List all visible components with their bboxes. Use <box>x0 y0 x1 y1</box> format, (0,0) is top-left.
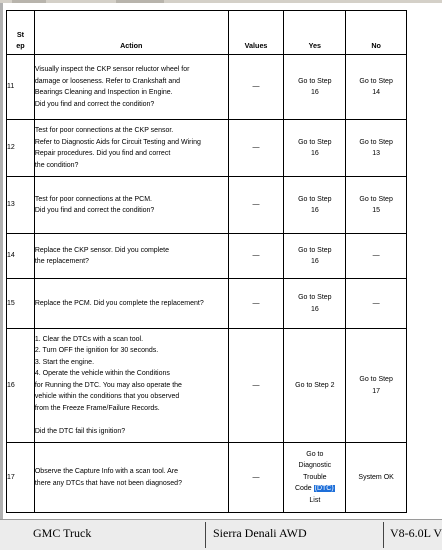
action-line: Repair procedures. Did you find and correct <box>34 150 171 157</box>
header-yes: Yes <box>284 11 346 55</box>
no-cell <box>346 177 407 234</box>
action-line: Did the DTC fail this ignition? <box>34 427 126 435</box>
step-number: 13 <box>7 177 35 234</box>
action-line: the replacement? <box>34 258 89 265</box>
table-row <box>7 234 407 279</box>
footer-model: Sierra Denali AWD <box>213 526 307 540</box>
yes-cell <box>284 234 346 279</box>
goto-link[interactable]: Code (DTC) <box>294 485 334 493</box>
action-line <box>35 414 228 426</box>
page-left-edge <box>0 3 3 519</box>
goto-link[interactable]: Go to Step <box>298 294 332 301</box>
table-row <box>7 55 407 120</box>
action-line: 4. Operate the vehicle within the Conditions <box>34 370 170 378</box>
action-line: 3. Start the engine. <box>34 358 95 366</box>
footer-divider <box>205 522 206 548</box>
goto-link[interactable]: 16 <box>310 258 319 265</box>
step-number: 14 <box>7 234 35 279</box>
header-action: Action <box>34 11 228 55</box>
action-line: Did you find and correct the condition? <box>34 207 155 214</box>
header-values: Values <box>228 11 284 55</box>
action-line: Visually inspect the CKP sensor reluctor wheel for <box>34 66 190 73</box>
action-line: for Running the DTC. You may also operate the <box>34 381 182 389</box>
action-line: vehicle within the conditions that you observed <box>34 393 180 401</box>
footer-engine: V8-6.0L V <box>390 526 442 540</box>
goto-link[interactable]: 15 <box>372 207 381 214</box>
values-cell: — <box>228 329 284 443</box>
goto-link[interactable]: 17 <box>372 387 381 395</box>
goto-link[interactable]: Go to Step <box>359 138 393 146</box>
no-cell <box>346 120 407 177</box>
diagnostic-table <box>6 10 407 513</box>
dtc-highlight[interactable]: (DTC) <box>314 485 334 493</box>
action-line: Test for poor connections at the CKP sensor. <box>34 127 174 134</box>
no-cell <box>346 279 407 329</box>
goto-link[interactable]: 13 <box>372 150 381 157</box>
action-line: 1. Clear the DTCs with a scan tool. <box>34 335 144 343</box>
action-line: Replace the PCM. Did you complete the replacement? <box>34 299 204 307</box>
goto-link[interactable]: Go to Step <box>298 77 332 85</box>
yes-cell <box>284 443 346 513</box>
table-row <box>7 443 407 513</box>
goto-link[interactable]: 14 <box>372 89 381 96</box>
action-cell <box>34 443 228 513</box>
action-line: from the Freeze Frame/Failure Records. <box>34 404 160 412</box>
goto-link[interactable]: Go to Step <box>359 77 393 85</box>
goto-link[interactable]: 16 <box>310 305 319 313</box>
yes-cell <box>284 177 346 234</box>
table-row <box>7 177 407 234</box>
goto-link[interactable]: 16 <box>310 89 319 96</box>
goto-link[interactable]: Go to Step <box>298 246 332 254</box>
no-cell <box>346 55 407 120</box>
values-cell: — <box>228 279 284 329</box>
footer-make: GMC Truck <box>33 526 92 540</box>
action-line: Refer to Diagnostic Aids for Circuit Testing and Wiring <box>34 138 201 146</box>
action-line: damage or looseness. Refer to Crankshaft and <box>34 77 180 85</box>
table-row <box>7 120 407 177</box>
action-line: 2. Turn OFF the ignition for 30 seconds. <box>34 347 159 355</box>
header-step-l1: St <box>16 30 25 39</box>
no-cell <box>346 329 407 443</box>
goto-link[interactable]: Go to Step 2 <box>295 381 335 389</box>
action-cell <box>34 329 228 443</box>
table-header-row <box>7 11 407 55</box>
action-line: Did you find and correct the condition? <box>34 100 155 108</box>
goto-link[interactable]: Go to Step <box>298 195 332 203</box>
goto-link[interactable]: Go to Step <box>298 138 332 146</box>
action-line: Test for poor connections at the PCM. <box>34 195 152 203</box>
values-cell: — <box>228 443 284 513</box>
action-cell <box>34 279 228 329</box>
table-body <box>7 55 407 513</box>
action-line: Replace the CKP sensor. Did you complete <box>34 246 169 254</box>
goto-link[interactable]: Go to <box>306 450 324 458</box>
values-cell: — <box>228 120 284 177</box>
step-number: 11 <box>7 55 35 120</box>
action-cell <box>34 234 228 279</box>
yes-cell <box>284 279 346 329</box>
goto-link[interactable]: Go to Step <box>359 376 393 383</box>
action-line: Observe the Capture Info with a scan tool. Are <box>34 468 179 475</box>
goto-link[interactable]: 16 <box>310 150 319 157</box>
yes-cell <box>284 55 346 120</box>
table-row <box>7 329 407 443</box>
action-line: there any DTCs that have not been diagnosed? <box>34 479 182 487</box>
goto-link[interactable]: Diagnostic <box>298 462 332 470</box>
no-text: — <box>372 252 380 260</box>
values-cell: — <box>228 177 284 234</box>
yes-cell <box>284 329 346 443</box>
no-text: — <box>372 299 380 307</box>
goto-link[interactable]: 16 <box>310 207 319 214</box>
action-line: Bearings Cleaning and Inspection in Engine. <box>34 89 173 96</box>
action-line: the condition? <box>34 161 79 169</box>
goto-link[interactable]: List <box>309 496 321 504</box>
action-cell <box>34 55 228 120</box>
yes-cell <box>284 120 346 177</box>
no-cell <box>346 234 407 279</box>
step-number: 17 <box>7 443 35 513</box>
action-cell <box>34 177 228 234</box>
footer-bar <box>0 519 442 550</box>
goto-link[interactable]: Go to Step <box>359 195 393 203</box>
no-cell <box>346 443 407 513</box>
header-no: No <box>346 11 407 55</box>
step-number: 16 <box>7 329 35 443</box>
step-number: 15 <box>7 279 35 329</box>
header-step-l2: ep <box>16 41 25 50</box>
values-cell: — <box>228 55 284 120</box>
table-row <box>7 279 407 329</box>
footer-divider <box>383 522 384 548</box>
goto-link[interactable]: Trouble <box>303 473 327 481</box>
action-cell <box>34 120 228 177</box>
header-step <box>7 11 35 55</box>
values-cell: — <box>228 234 284 279</box>
step-number: 12 <box>7 120 35 177</box>
no-text: System OK <box>358 473 394 481</box>
